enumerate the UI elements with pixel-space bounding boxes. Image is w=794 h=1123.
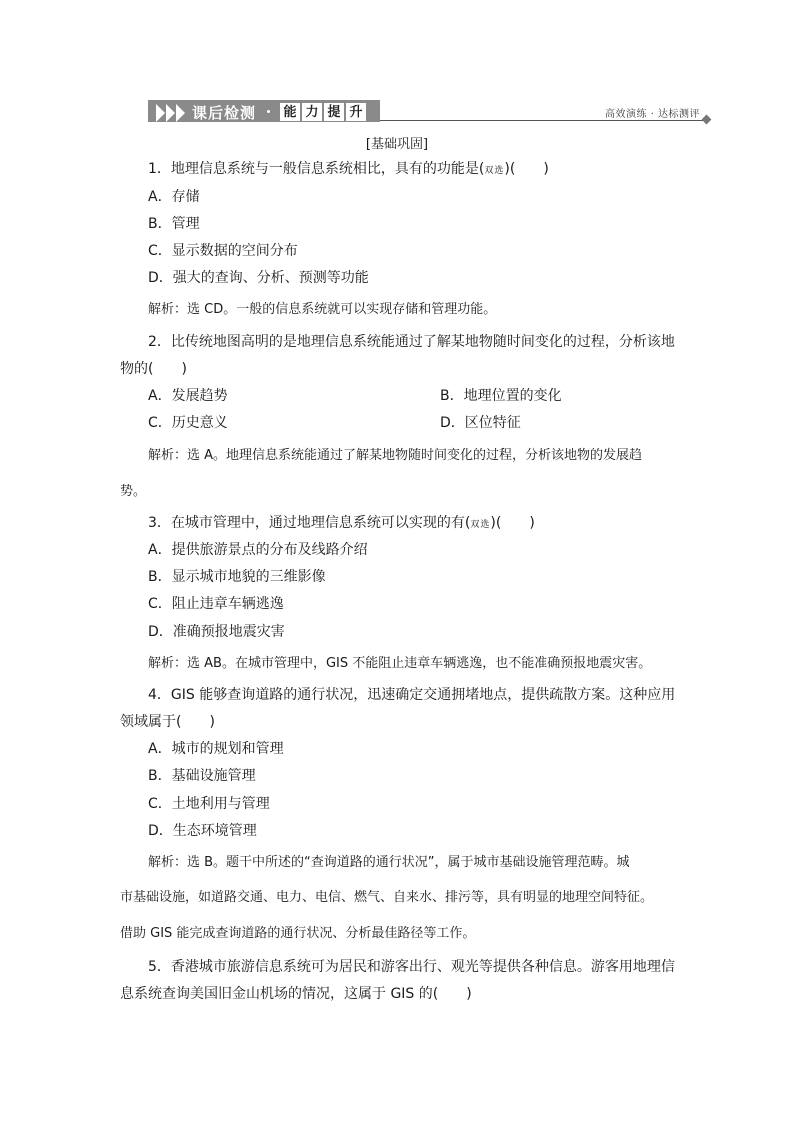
answer-explanation: 解析：选 AB。在城市管理中，GIS 不能阻止违章车辆逃逸，也不能准确预报地震灾害。 (148, 656, 652, 671)
diamond-icon (702, 115, 712, 125)
question-3-stem (148, 512, 535, 532)
section-title: [基础巩固] (365, 137, 429, 152)
stem-text: 3．在城市管理中，通过地理信息系统可以实现的有( (148, 515, 471, 531)
answer-explanation: 解析：选 CD。一般的信息系统就可以实现存储和管理功能。 (148, 302, 497, 317)
banner-boxes (280, 103, 366, 121)
stem-text: 1．地理信息系统与一般信息系统相比，具有的功能是( (148, 161, 485, 177)
question-4-stem: 4．GIS 能够查询道路的通行状况，迅速确定交通拥堵地点，提供疏散方案。这种应用 (148, 687, 676, 703)
answer-explanation-cont: 借助 GIS 能完成查询道路的通行状况、分析最佳路径等工作。 (120, 926, 476, 941)
chevron-right-icon (176, 104, 185, 122)
option: A．发展趋势 (148, 388, 228, 404)
option: D．强大的查询、分析、预测等功能 (148, 270, 369, 286)
option: A．提供旅游景点的分布及线路介绍 (148, 542, 368, 558)
question-tag: 双选 (484, 166, 505, 176)
question-2-stem-cont: 物的( ) (120, 361, 187, 377)
answer-explanation: 解析：选 A。地理信息系统能通过了解某地物随时间变化的过程，分析该地物的发展趋 (148, 448, 643, 463)
banner-box: 升 (346, 103, 366, 121)
banner-box: 能 (280, 103, 300, 121)
stem-text: )( ) (504, 161, 549, 177)
stem-text: )( ) (490, 515, 535, 531)
answer-explanation-cont: 市基础设施，如道路交通、电力、电信、燃气、自来水、排污等，具有明显的地理空间特征。 (120, 890, 654, 905)
option: C．阻止违章车辆逃逸 (148, 596, 284, 612)
option: B．地理位置的变化 (440, 388, 562, 404)
option: C．历史意义 (148, 415, 228, 431)
option: D．区位特征 (440, 415, 521, 431)
option: D．生态环境管理 (148, 823, 257, 839)
option: B．显示城市地貌的三维影像 (148, 569, 326, 585)
option: C．显示数据的空间分布 (148, 243, 298, 259)
chevron-right-icon (166, 104, 175, 122)
answer-explanation: 解析：选 B。题干中所述的“查询道路的通行状况”，属于城市基础设施管理范畴。城 (148, 855, 630, 870)
header-rule (380, 120, 704, 121)
question-tag: 双选 (470, 520, 491, 530)
question-1-stem (148, 158, 549, 178)
header-right-text: 高效演练 · 达标测评 (604, 109, 700, 120)
banner-title: 课后检测 (192, 104, 257, 122)
banner-box: 力 (302, 103, 322, 121)
question-2-stem: 2．比传统地图高明的是地理信息系统能通过了解某地物随时间变化的过程，分析该地 (148, 334, 675, 350)
option: B．管理 (148, 216, 200, 232)
option: D．准确预报地震灾害 (148, 624, 285, 640)
option: A．城市的规划和管理 (148, 741, 284, 757)
section-banner (148, 100, 380, 122)
question-5-stem: 5．香港城市旅游信息系统可为居民和游客出行、观光等提供各种信息。游客用地理信 (148, 959, 675, 975)
option: B．基础设施管理 (148, 768, 256, 784)
option: A．存储 (148, 189, 200, 205)
answer-explanation-cont: 势。 (120, 484, 147, 499)
question-5-stem-cont: 息系统查询美国旧金山机场的情况，这属于 GIS 的( ) (120, 986, 472, 1002)
page-header (148, 98, 708, 124)
banner-box: 提 (324, 103, 344, 121)
separator-dot (267, 110, 270, 113)
question-4-stem-cont: 领域属于( ) (120, 714, 215, 730)
chevron-right-icon (156, 104, 165, 122)
option: C．土地利用与管理 (148, 796, 270, 812)
